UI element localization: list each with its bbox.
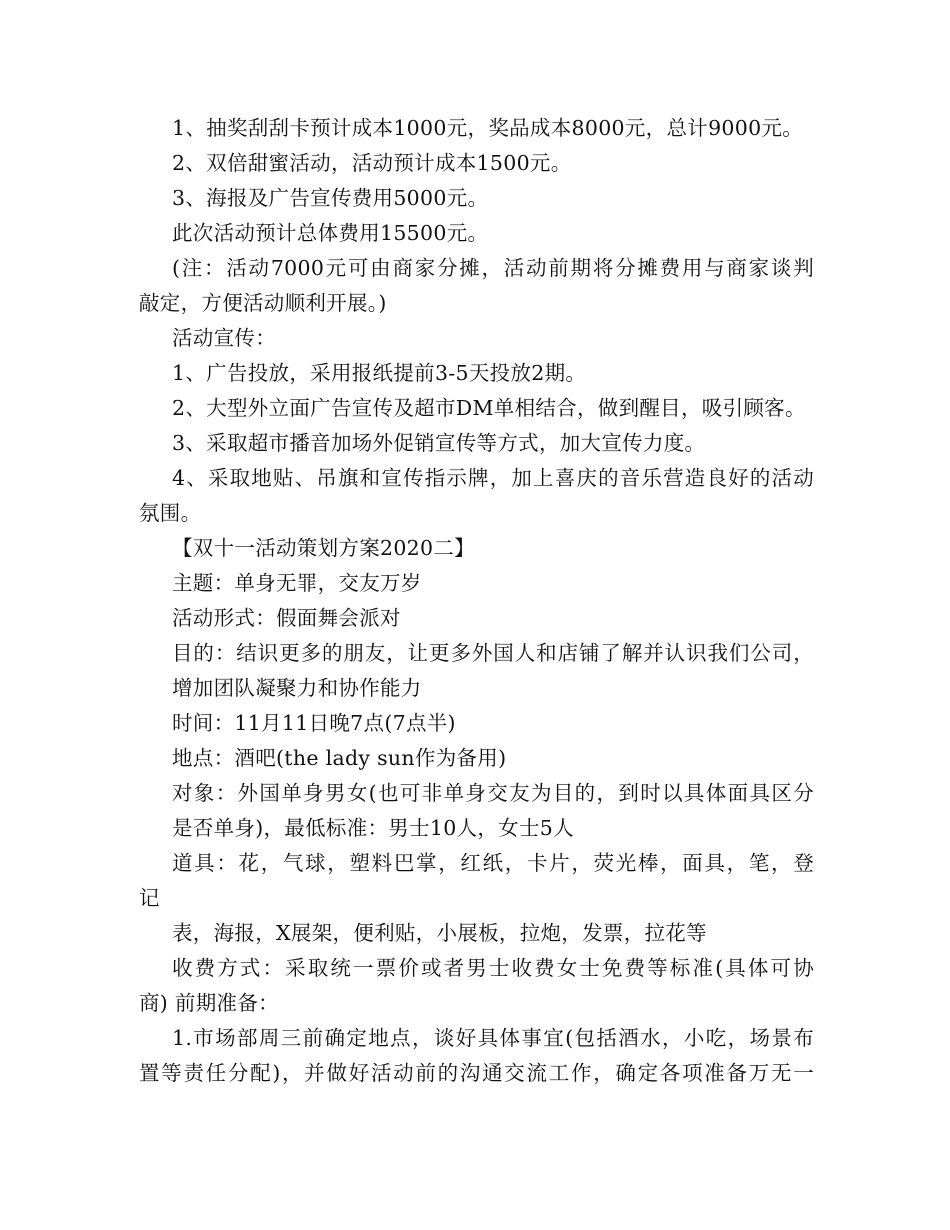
text-line: 敲定，方便活动顺利开展。): [139, 291, 387, 315]
text-line: 道具：花，气球，塑料巴掌，红纸，卡片，荧光棒，面具，笔，登: [172, 851, 814, 875]
text-line: (注：活动7000元可由商家分摊，活动前期将分摊费用与商家谈判: [172, 256, 814, 280]
text-line: 1、抽奖刮刮卡预计成本1000元，奖品成本8000元，总计9000元。: [172, 116, 804, 140]
text-line: 3、采取超市播音加场外促销宣传等方式，加大宣传力度。: [172, 431, 706, 455]
text-line: 活动形式：假面舞会派对: [172, 606, 401, 630]
text-line: 是否单身)，最低标准：男士10人，女士5人: [172, 816, 574, 840]
text-line: 目的：结识更多的朋友，让更多外国人和店铺了解并认识我们公司，: [172, 641, 814, 665]
text-line: 主题：单身无罪，交友万岁: [172, 571, 422, 595]
text-line: 【双十一活动策划方案2020二】: [172, 536, 475, 560]
text-line: 此次活动预计总体费用15500元。: [172, 221, 489, 245]
text-line: 3、海报及广告宣传费用5000元。: [172, 186, 489, 210]
text-line: 置等责任分配)，并做好活动前的沟通交流工作，确定各项准备万无一: [139, 1061, 814, 1085]
text-line: 表，海报，X展架，便利贴，小展板，拉炮，发票，拉花等: [172, 921, 707, 945]
text-line: 记: [139, 886, 160, 910]
document-body: [139, 111, 814, 1091]
text-line: 收费方式：采取统一票价或者男士收费女士免费等标准(具体可协: [172, 956, 814, 980]
text-line: 1.市场部周三前确定地点，谈好具体事宜(包括酒水，小吃，场景布: [172, 1026, 814, 1050]
text-line: 2、双倍甜蜜活动，活动预计成本1500元。: [172, 151, 572, 175]
text-line: 对象：外国单身男女(也可非单身交友为目的，到时以具体面具区分: [172, 781, 814, 805]
text-line: 时间：11月11日晚7点(7点半): [172, 711, 456, 735]
text-line: 增加团队凝聚力和协作能力: [172, 676, 422, 700]
text-line: 氛围。: [139, 501, 202, 525]
text-line: 4、采取地贴、吊旗和宣传指示牌，加上喜庆的音乐营造良好的活动: [172, 466, 814, 490]
text-line: 商) 前期准备：: [139, 991, 279, 1015]
text-line: 2、大型外立面广告宣传及超市DM单相结合，做到醒目，吸引顾客。: [172, 396, 806, 420]
text-line: 1、广告投放，采用报纸提前3-5天投放2期。: [172, 361, 587, 385]
text-line: 活动宣传：: [172, 326, 276, 350]
text-line: 地点：酒吧(the lady sun作为备用): [172, 746, 507, 770]
